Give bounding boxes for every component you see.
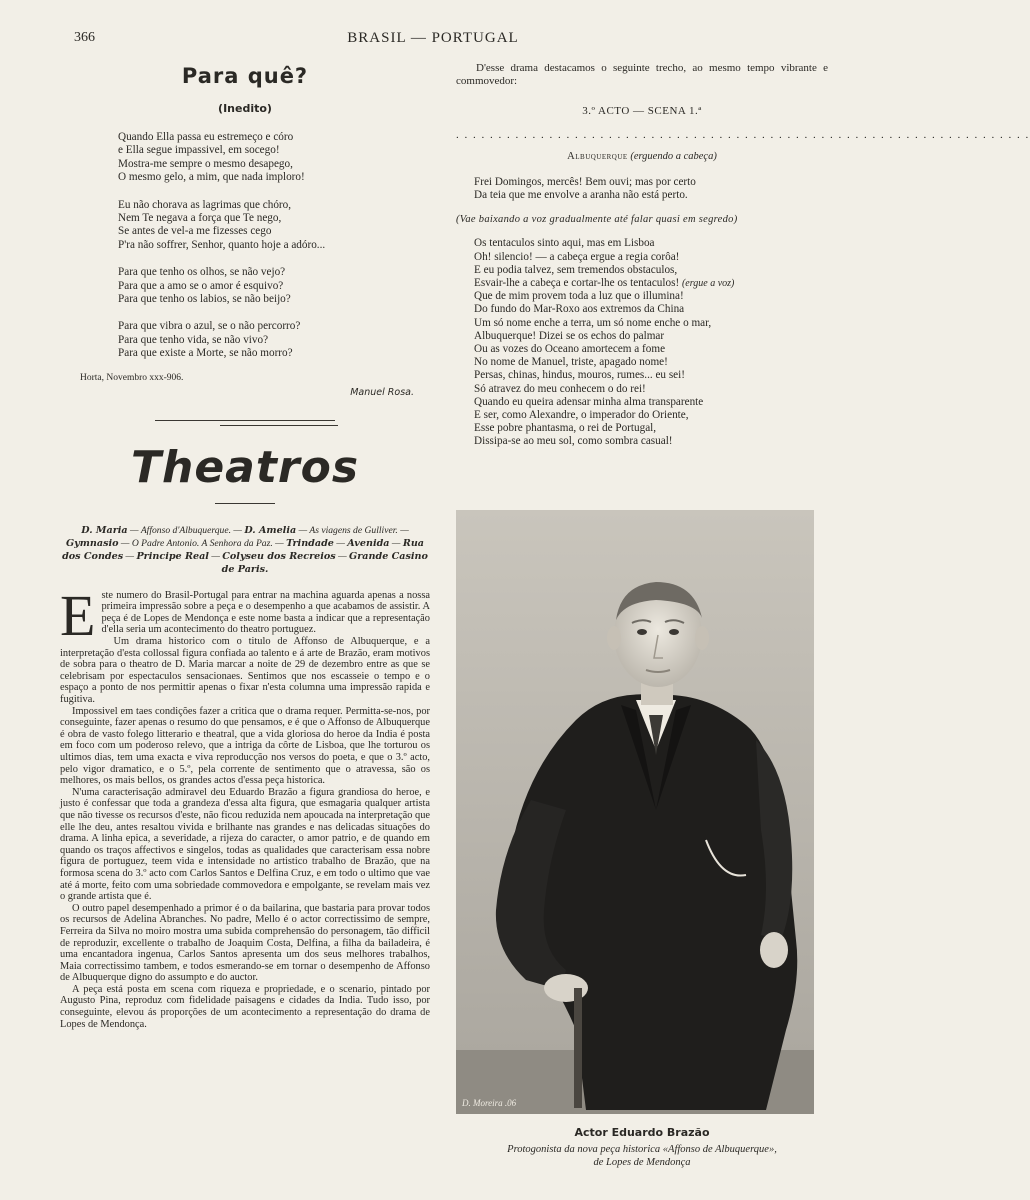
poem-line: Quando Ella passa eu estremeço e córo xyxy=(118,131,294,143)
running-head: BRASIL — PORTUGAL xyxy=(347,30,519,46)
verse-line: E eu podia talvez, sem tremendos obstaculos, xyxy=(474,263,678,276)
poem-title: Para quê? xyxy=(181,64,309,88)
page-number: 366 xyxy=(74,30,95,45)
section-title: Theatros xyxy=(130,441,360,493)
poem-line: Para que tenho os olhos, se não vejo? xyxy=(118,266,286,279)
poem-line: Mostra-me sempre o mesmo desapego, xyxy=(118,157,293,170)
article-paragraph: O outro papel desempenhado a primor é o da bailarina, que bastaria para provar todos os recursos de Adelina Abranches. No padre, Mello é o actor correctissimo de sempre, Ferreira da Silva no moiro mostra uma subida comprehensão do personagem, tão difficil de reproduzir, excellente o trabalho de Joaquim Costa, Delfina, a filha da bailadeira, é uma encantadora ingenua, Carlos Santos apresenta um dos seus melhores trabalhos, Maia correctissimo tambem, e todos esmerando-se em tornar o desempenho de Affonso de Albuquerque digno do assumpto e do auctor. xyxy=(60,902,430,984)
caption-line: de Lopes de Mendonça xyxy=(593,1156,691,1168)
photo-signature: D. Moreira .06 xyxy=(462,1098,517,1108)
theatre-list: D. Maria — Affonso d'Albuquerque. — D. Amelia — As viagens de Gulliver. — Gymnasio — O Padre Antonio. A Senhora da Paz. — Trindade — Avenida — Rua dos Condes — Principe Real — Colyseu dos Recreios — Grande Casino de Paris. xyxy=(62,524,428,575)
poem-note: (Inedito) xyxy=(218,102,272,115)
verse-line: Quando eu queira adensar minha alma transparente xyxy=(474,395,704,408)
photo-caption xyxy=(456,1144,828,1169)
right-column xyxy=(456,62,1030,449)
verse-line: Dissipa-se ao meu sol, como sombra casual! xyxy=(474,435,673,448)
verse-line: Persas, chinas, hindus, mouros, rumes... eu sei! xyxy=(474,369,685,382)
caption-line: Protogonista da nova peça historica «Affonso de Albuquerque», xyxy=(507,1144,777,1155)
article-paragraph: Um drama historico com o titulo de Affonso de Albuquerque, e a interpretação d'esta collossal figura confiada ao talento e á arte de Brazão, eram motivos de sobra para o theatro de D. Maria marcar a noite de 29 de dezembro entre as que se celebrisam por espectaculos sensacionaes. Sentimos que nos escasseie o tempo e o espaço a ponto de nos permittir apenas o fixar n'esta columna uma impressão rapida e fugitiva. xyxy=(60,636,430,706)
poem-stanza xyxy=(118,199,430,253)
poem-author: Manuel Rosa. xyxy=(350,386,414,398)
verse-line: Frei Domingos, mercês! Bem ouvi; mas por certo xyxy=(474,176,696,188)
poem-place-date: Horta, Novembro xxx-906. xyxy=(80,372,184,383)
article-body xyxy=(60,582,431,1031)
speaker-direction: (erguendo a cabeça) xyxy=(630,151,717,162)
verse-line xyxy=(474,277,828,290)
divider-rule xyxy=(215,503,275,504)
theatre-name: Colyseu dos Recreios xyxy=(222,550,336,562)
poem-line: Se antes de vel-a me fizesses cego xyxy=(118,225,272,238)
theatre-name: Avenida xyxy=(347,537,390,549)
article-paragraph: N'uma caracterisação admiravel deu Eduardo Brazão a figura grandiosa do heroe, e justo é confessar que toda a grandeza d'essa alta figura, que esmagaria qualquer artista que não tivesse os recursos d'este, não ficou reduzida nem apoucada na interpretação que elle lhe deu, antes resaltou vivida e brilhante nas grandes e nas delicadas situações do drama. A linha epica, a severidade, a rijeza do caracter, o amor patrio, e de quando em quando os traços affectivos e singelos, todas as qualidades que caracterisam essa nobre figura de portuguez, teem vida e intensidade no artistico trabalho de Brazão, que na formosa scena do 3.º acto com Carlos Santos e Delfina Cruz, e em todo o ultimo que vae até á morte, feito com uma sobriedade commovedora e empolgante, se revelam mais vez o grande artista que é. xyxy=(60,786,431,903)
theatre-name: D. Amelia xyxy=(244,524,297,536)
poem-stanza xyxy=(118,131,430,185)
theatre-name: Gymnasio xyxy=(65,537,119,549)
verse-line: No nome de Manuel, triste, apagado nome! xyxy=(474,356,668,369)
poem-line: Para que a amo se o amor é esquivo? xyxy=(118,279,284,292)
verse-line: Ou as vozes do Oceano amortecem a fome xyxy=(474,343,666,356)
verse-line: Os tentaculos sinto aqui, mas em Lisboa xyxy=(474,237,655,250)
article-paragraph: A peça está posta em scena com riqueza e propriedade, e o scenario, pintado por Augusto Pina, reproduz com fidelidade paisagens e cidades da India. Tudo isso, por conseguinte, elevou ás proporções de um acontecimento a representação do drama de Lopes de Mendonça. xyxy=(60,983,430,1030)
verse-line: Do fundo do Mar-Roxo aos extremos da China xyxy=(474,303,685,316)
article-paragraph: Impossivel em taes condições fazer a critica que o drama requer. Permitta-se-nos, por conseguinte, fazer apenas o resumo do que pensamos, e é que o Affonso de Albuquerque é obra de vasto folego litterario e theatral, que a vida gloriosa do heroe da India é posta em foco com um poderoso relevo, que a intriga da côrte de Lisboa, que lhe torturou os ultimos dias, tem uma exacta e viva reproducção nos versos do poeta, e que o 3.º acto, pelo vigor dramatico, e o 5.º, pela corrente de sentimento que o atravessa, são os melhores, os mais bellos, os grandes actos d'essa peça historica. xyxy=(60,705,430,787)
poem-line: Eu não chorava as lagrimas que chóro, xyxy=(118,198,292,211)
verse-line: Só atravez do meu conhecem o do rei! xyxy=(474,382,646,395)
theatre-name: Trindade xyxy=(286,537,334,549)
left-column xyxy=(60,60,430,1030)
theatre-name: Grande Casino de Paris. xyxy=(221,550,428,575)
excerpt-intro: D'esse drama destacamos o seguinte trecho, ao mesmo tempo vibrante e commovedor: xyxy=(456,62,828,87)
theatre-plays: As viagens de Gulliver. xyxy=(309,524,398,536)
theatre-plays: O Padre Antonio. A Senhora da Paz. xyxy=(131,537,273,549)
verse-block xyxy=(474,237,828,448)
paragraph-text: ste numero do Brasil-Portugal para entrar na machina aguarda apenas a nossa primeira impressão sobre a peça e o desempenho a que acabamos de assistir. A peça é de Lopes de Mendonça e este nome basta a indicar que a representação d'ella seria um acontecimento do theatro portuguez. xyxy=(101,589,430,636)
theatre-plays: Affonso d'Albuquerque. xyxy=(140,524,231,536)
act-scene: 3.º ACTO — SCENA 1.ª xyxy=(582,105,702,117)
article-paragraph xyxy=(60,582,430,648)
verse-line: Albuquerque! Dizei se os echos do palmar xyxy=(474,329,665,342)
poem-line: Para que tenho vida, se não vivo? xyxy=(118,333,269,346)
dotted-line: . . . . . . . . . . . . . . . . . . . . . . . . . . . . . . . . . . . . . . . . . . . . . . . . . . . . . . . . . . . . . . . . . . . . xyxy=(456,129,1030,141)
poem-line: Para que tenho os labios, se não beijo? xyxy=(118,293,291,306)
verse-line: E ser, como Alexandre, o imperador do Oriente, xyxy=(474,409,689,422)
speaker-name: Albuquerque xyxy=(567,151,628,162)
verse-text: Esvair-lhe a cabeça e cortar-lhe os tentaculos! xyxy=(474,277,680,290)
stage-direction: (Vae baixando a voz gradualmente até falar quasi em segredo) xyxy=(456,214,738,226)
poem-line: Para que vibra o azul, se o não percorro? xyxy=(118,320,301,333)
theatre-name: D. Maria xyxy=(81,524,128,536)
drop-cap: E xyxy=(60,582,96,648)
poem-line: Para que existe a Morte, se não morro? xyxy=(118,347,293,360)
verse-line: Um só nome enche a terra, um só nome enche o mar, xyxy=(474,316,712,329)
poem-line: P'ra não soffrer, Senhor, quanto hoje a adóro... xyxy=(118,238,326,251)
poem xyxy=(118,131,430,361)
poem-stanza xyxy=(118,266,430,306)
divider-rule xyxy=(220,425,338,426)
portrait-photo xyxy=(456,510,814,1114)
speaker-line xyxy=(456,151,828,162)
verse-line: Esse pobre phantasma, o rei de Portugal, xyxy=(474,422,657,435)
verse-line: Oh! silencio! — a cabeça ergue a regia corôa! xyxy=(474,250,680,263)
theatre-name: Rua dos Condes xyxy=(62,537,425,562)
verse-line: Que de mim provem toda a luz que o illumina! xyxy=(474,290,684,303)
theatre-name: Principe Real xyxy=(136,550,209,562)
photo-caption-title: Actor Eduardo Brazão xyxy=(574,1126,710,1139)
portrait-illustration xyxy=(456,510,814,1114)
poem-line: Nem Te negava a força que Te nego, xyxy=(118,212,282,225)
verse-block xyxy=(474,176,828,202)
poem-stanza xyxy=(118,320,430,360)
inline-direction: (ergue a voz) xyxy=(681,278,735,290)
verse-line: Da teia que me envolve a aranha não está perto. xyxy=(474,189,688,202)
poem-line: e Ella segue impassivel, em socego! xyxy=(118,144,280,157)
poem-line: O mesmo gelo, a mim, que nada imploro! xyxy=(118,171,305,184)
divider-rule xyxy=(155,420,335,421)
